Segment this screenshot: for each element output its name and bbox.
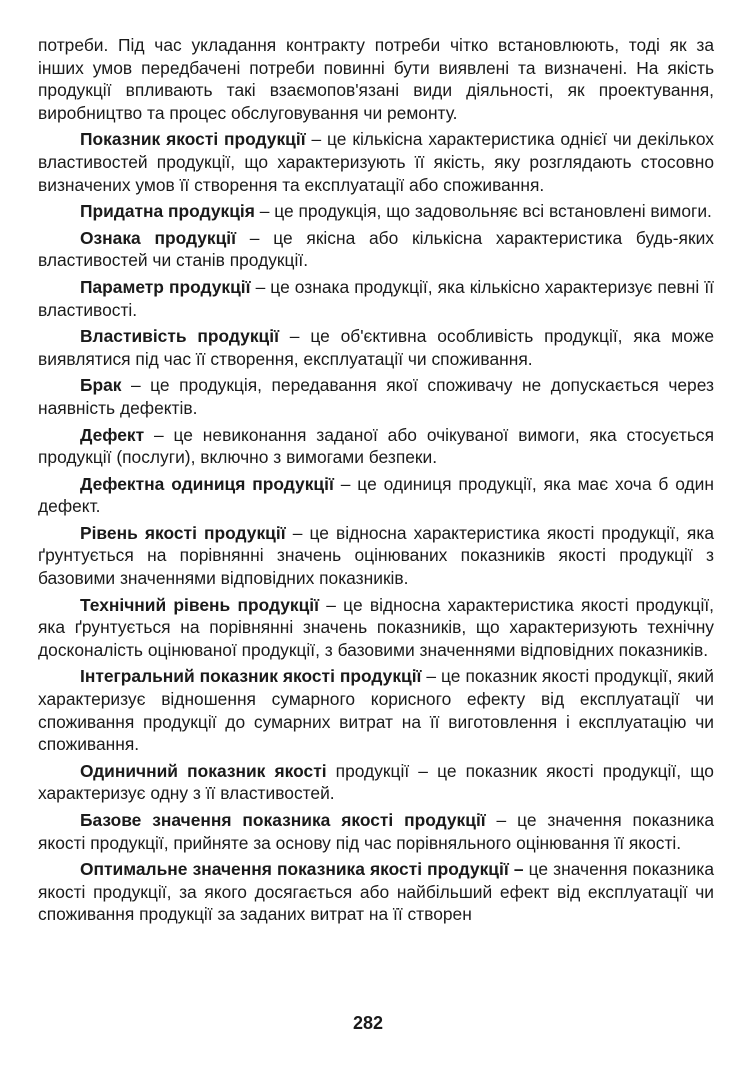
definition-paragraph	[38, 473, 714, 518]
definition-term: Показник якості продукції	[80, 129, 306, 150]
definition-paragraph	[38, 374, 714, 419]
definition-text: – це якісна або кількісна характеристика будь-яких властивостей чи станів продукції.	[38, 227, 714, 271]
definition-text: – це продукція, передавання якої споживачу не допускається через наявність дефектів.	[38, 375, 714, 418]
definition-term: Одиничний показник якості	[80, 760, 327, 781]
page-body	[38, 34, 714, 930]
definition-paragraph	[38, 594, 714, 662]
definition-term: Базове значення показника якості продукції	[80, 810, 486, 830]
definition-term: Дефект	[80, 424, 145, 445]
definition-text: – це невиконання заданої або очікуваної вимоги, яка стосується продукції (послуги), включно з вимогами безпеки.	[38, 424, 714, 468]
definition-paragraph	[38, 665, 714, 755]
definition-paragraph	[38, 128, 714, 196]
definition-paragraph	[38, 325, 714, 370]
definition-paragraph	[38, 227, 714, 272]
definition-text: – це показник якості продукції, який характеризує відношення сумарного корисного ефекту від експлуатації чи споживання продукції до сумарних витрат на її виготовлення і експлуатацію чи споживання.	[38, 666, 714, 755]
definition-term: Оптимальне значення показника якості продукції –	[80, 859, 524, 880]
definition-text: це значення показника якості продукції, за якого досягається або найбільший ефект від експлуатації чи споживання продукції за заданих витрат на її створен	[38, 859, 714, 925]
definition-term: Ознака продукції	[80, 227, 237, 248]
definition-term: Властивість продукції	[80, 326, 279, 347]
definition-text: – це одиниця продукції, яка має хоча б один дефект.	[38, 473, 714, 517]
definition-term: Параметр продукції	[80, 276, 251, 297]
definition-text: продукції – це показник якості продукції, що характеризує одну з її властивостей.	[38, 760, 714, 804]
definition-text: – це об'єктивна особливість продукції, яка може виявлятися під час її створення, експлуатації чи споживання.	[38, 326, 714, 369]
definition-paragraph	[38, 858, 714, 926]
page-number: 282	[352, 1013, 384, 1033]
definition-paragraph	[38, 276, 714, 321]
definition-text: – це ознака продукції, яка кількісно характеризує певні її властивості.	[38, 276, 714, 320]
definition-term: Дефектна одиниця продукції	[80, 473, 334, 494]
definition-text: – це кількісна характеристика однієї чи декількох властивостей продукції, що характеризують її якість, яку розглядають стосовно визначених умов її створення та експлуатації або споживання.	[38, 129, 714, 195]
definition-paragraph	[38, 809, 714, 854]
definition-text: – це відносна характеристика якості продукції, яка ґрунтується на порівнянні значень оцінюваних показників якості продукції з базовими значеннями відповідних показників.	[38, 522, 714, 589]
definition-term: Інтегральний показник якості продукції	[80, 666, 422, 687]
intro-paragraph: потреби. Під час укладання контракту потреби чітко встановлюють, тоді як за інших умов передбачені потреби повинні бути виявлені та визначені. На якість продукції впливають такі взаємопов'язані види діяльності, як проектування, виробництво та процес обслуговування чи ремонту.	[38, 35, 714, 123]
definition-term: Рівень якості продукції	[80, 522, 286, 543]
definition-paragraph	[38, 760, 714, 805]
definition-paragraph	[38, 200, 714, 223]
definition-text: – це відносна характеристика якості продукції, яка ґрунтується на порівнянні значень показників, що характеризують технічну досконалість оцінюваної продукції, з базовими значеннями відповідних показників.	[38, 594, 715, 660]
definition-text: – це значення показника якості продукції, прийняте за основу під час порівняльного оцінювання її якості.	[38, 810, 714, 853]
definition-text: – це продукція, що задовольняє всі встановлені вимоги.	[254, 201, 712, 222]
definition-paragraph	[38, 522, 714, 590]
definition-term: Технічний рівень продукції	[80, 594, 320, 615]
definition-term: Брак	[80, 375, 122, 396]
definition-paragraph	[38, 424, 714, 469]
definition-term: Придатна продукція	[80, 201, 255, 222]
